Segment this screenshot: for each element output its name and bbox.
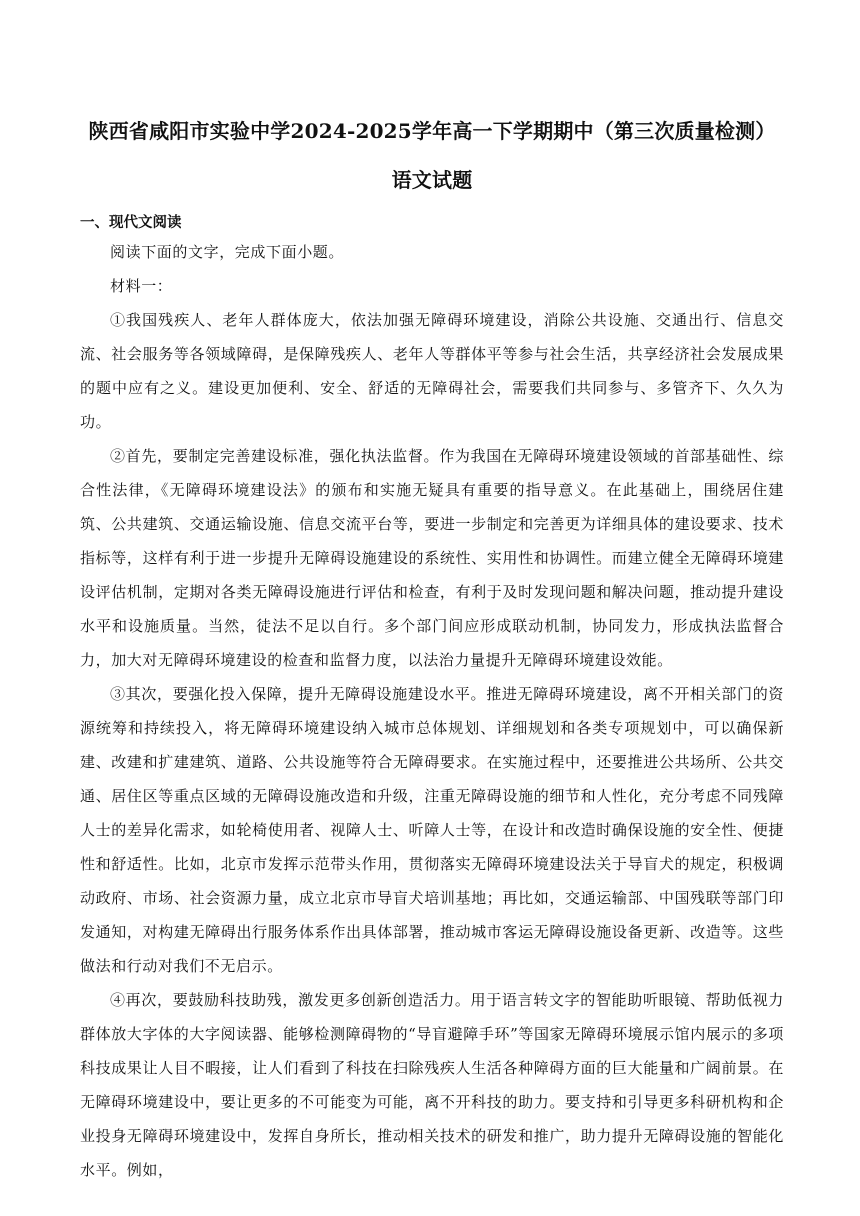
document-title: 陕西省咸阳市实验中学2024-2025学年高一下学期期中（第三次质量检测） (88, 119, 776, 143)
document-subtitle: 语文试题 (391, 168, 473, 192)
section-heading: 一、现代文阅读 (80, 215, 182, 231)
paragraph-1: ①我国残疾人、老年人群体庞大，依法加强无障碍环境建设，消除公共设施、交通出行、信息交流、社会服务等各领域障碍，是保障残疾人、老年人等群体平等参与社会生活，共享经济社会发展成果的题中应有之义。建设更加便利、安全、舒适的无障碍社会，需要我们共同参与、多管齐下、久久为功。 (80, 311, 784, 431)
paragraph-4: ④再次，要鼓励科技助残，激发更多创新创造活力。用于语言转文字的智能助听眼镜、帮助低视力群体放大字体的大字阅读器、能够检测障碍物的“导盲避障手环”等国家无障碍环境展示馆内展示的多项科技成果让人目不暇接，让人们看到了科技在扫除残疾人生活各种障碍方面的巨大能量和广阔前景。在无障碍环境建设中，要让更多的不可能变为可能，离不开科技的助力。要支持和引导更多科研机构和企业投身无障碍环境建设中，发挥自身所长，推动相关技术的研发和推广，助力提升无障碍设施的智能化水平。例如， (80, 991, 784, 1179)
paragraph-2: ②首先，要制定完善建设标准，强化执法监督。作为我国在无障碍环境建设领域的首部基础性、综合性法律，《无障碍环境建设法》的颁布和实施无疑具有重要的指导意义。在此基础上，围绕居住建筑、公共建筑、交通运输设施、信息交流平台等，要进一步制定和完善更为详细具体的建设要求、技术指标等，这样有利于进一步提升无障碍设施建设的系统性、实用性和协调性。而建立健全无障碍环境建设评估机制，定期对各类无障碍设施进行评估和检查，有利于及时发现问题和解决问题，推动提升建设水平和设施质量。当然，徒法不足以自行。多个部门间应形成联动机制，协同发力，形成执法监督合力，加大对无障碍环境建设的检查和监督力度，以法治力量提升无障碍环境建设效能。 (80, 447, 784, 669)
material-label: 材料一： (110, 277, 173, 295)
reading-instruction: 阅读下面的文字，完成下面小题。 (110, 243, 345, 261)
paragraph-3: ③其次，要强化投入保障，提升无障碍设施建设水平。推进无障碍环境建设，离不开相关部门的资源统筹和持续投入，将无障碍环境建设纳入城市总体规划、详细规划和各类专项规划中，可以确保新建、改建和扩建建筑、道路、公共设施等符合无障碍要求。在实施过程中，还要推进公共场所、公共交通、居住区等重点区域的无障碍设施改造和升级，注重无障碍设施的细节和人性化，充分考虑不同残障人士的差异化需求，如轮椅使用者、视障人士、听障人士等，在设计和改造时确保设施的安全性、便捷性和舒适性。比如，北京市发挥示范带头作用，贯彻落实无障碍环境建设法关于导盲犬的规定，积极调动政府、市场、社会资源力量，成立北京市导盲犬培训基地；再比如，交通运输部、中国残联等部门印发通知，对构建无障碍出行服务体系作出具体部署，推动城市客运无障碍设施设备更新、改造等。这些做法和行动对我们不无启示。 (80, 685, 784, 975)
